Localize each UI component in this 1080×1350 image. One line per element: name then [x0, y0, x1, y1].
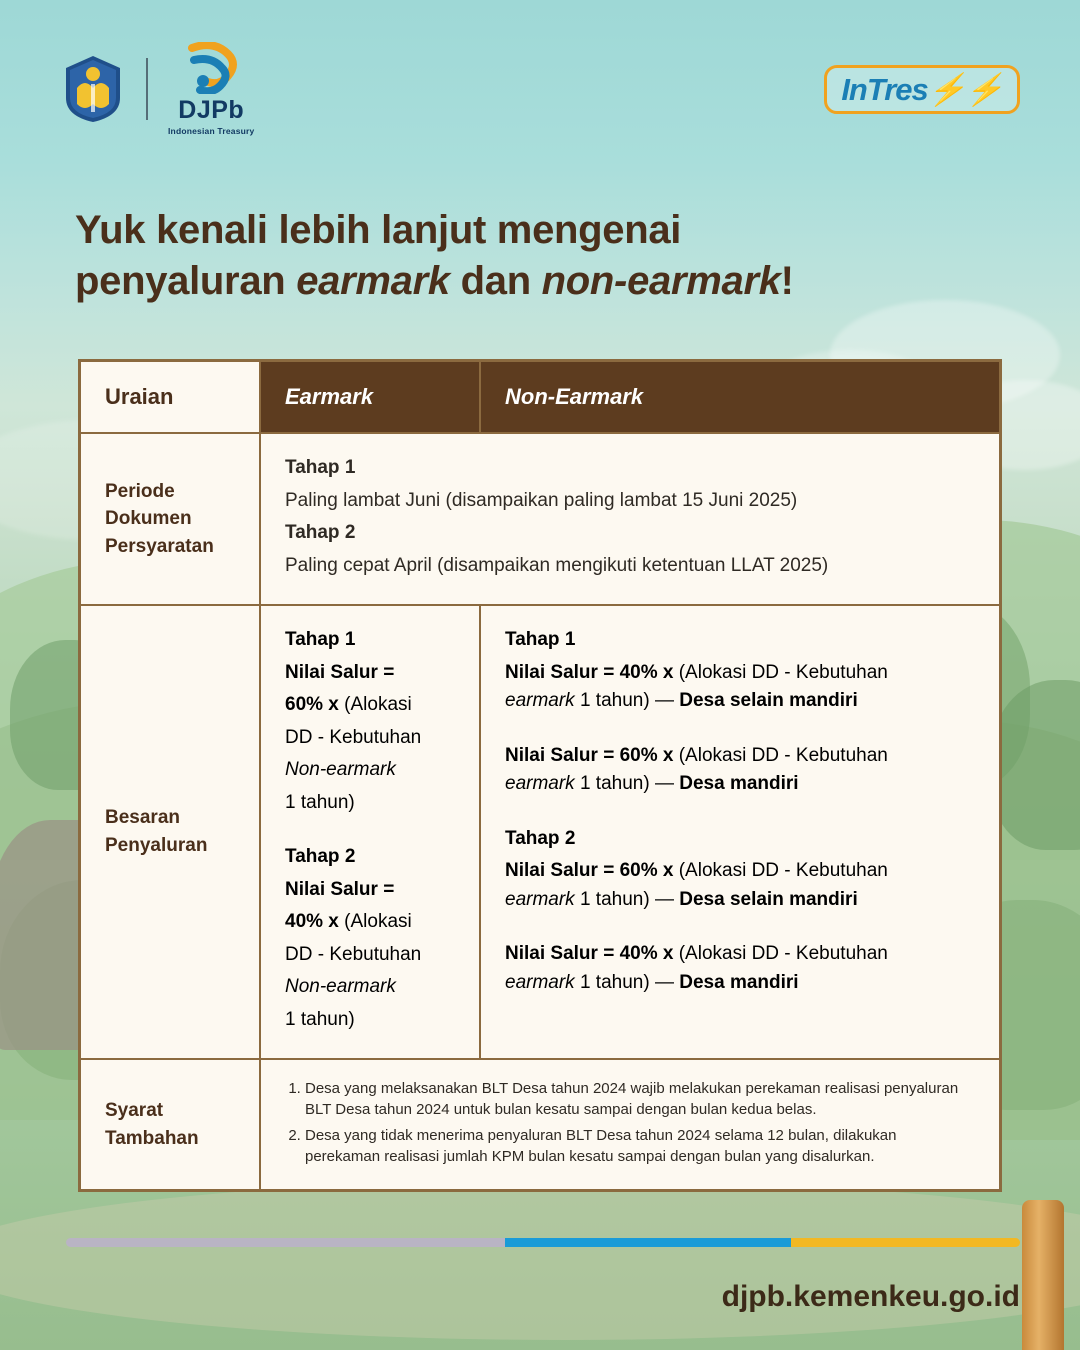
path-shape	[0, 1180, 1080, 1340]
row-label-besaran: Besaran Penyaluran	[81, 606, 261, 1058]
nonearmark-item: Nilai Salur = 60% x (Alokasi DD - Kebutuhan earmark 1 tahun) — Desa selain mandiri	[505, 860, 888, 910]
wooden-post	[1022, 1200, 1064, 1350]
website-url: djpb.kemenkeu.go.id	[721, 1280, 1020, 1313]
progress-segment-3	[791, 1238, 1020, 1247]
row-label-syarat: Syarat Tambahan	[81, 1060, 261, 1189]
periode-tahap1-text: Paling lambat Juni (disampaikan paling lambat 15 Juni 2025)	[285, 489, 798, 511]
row-label-periode: Periode Dokumen Persyaratan	[81, 434, 261, 604]
logo-divider	[146, 58, 148, 120]
page-title-line1: Yuk kenali lebih lanjut mengenai	[75, 208, 682, 252]
row-content-besaran-non-earmark	[481, 606, 999, 1058]
row-content-periode	[261, 434, 999, 604]
syarat-list	[305, 1078, 971, 1171]
nonearmark-item: Nilai Salur = 40% x (Alokasi DD - Kebutuhan earmark 1 tahun) — Desa mandiri	[505, 943, 888, 993]
tut-wuri-handayani-icon	[60, 54, 126, 124]
list-item: 2. Desa yang tidak menerima penyaluran BLT Desa tahun 2024 selama 12 bulan, dilakukan perekaman realisasi jumlah KPM bulan kesatu sampai dengan bulan yang disalurkan.	[305, 1125, 971, 1168]
nonearmark-tahap1-label: Tahap 1	[505, 629, 576, 650]
progress-bar	[66, 1238, 1020, 1247]
row-content-syarat	[261, 1060, 999, 1189]
djpb-mark-icon	[182, 42, 240, 94]
djpb-label: DJPb	[178, 96, 245, 124]
earmark-t2-italic: Non-earmark	[285, 976, 396, 997]
progress-segment-2	[505, 1238, 791, 1247]
spacer	[505, 720, 975, 742]
earmark-t1-nilai: Nilai Salur =	[285, 661, 395, 683]
intres-logo	[824, 65, 1020, 114]
earmark-t2-pct: 40% x	[285, 911, 339, 932]
intres-label: InTres⚡⚡	[841, 71, 1003, 107]
page-title-line2: penyaluran earmark dan non-earmark!	[75, 259, 794, 304]
spacer	[505, 803, 975, 825]
spacer	[285, 821, 455, 843]
earmark-tahap2-label: Tahap 2	[285, 846, 356, 867]
earmark-t2-rest: (Alokasi	[338, 911, 412, 932]
row-content-besaran-earmark	[261, 606, 481, 1058]
djpb-logo	[168, 42, 254, 136]
page-title	[75, 205, 1020, 307]
comparison-table	[78, 359, 1002, 1192]
progress-segment-1	[66, 1238, 505, 1247]
earmark-t1-line3: 1 tahun)	[285, 791, 355, 813]
earmark-t1-rest: (Alokasi	[338, 694, 412, 715]
table-header-uraian: Uraian	[81, 362, 261, 432]
periode-tahap2-label: Tahap 2	[285, 522, 356, 543]
periode-tahap2-text: Paling cepat April (disampaikan mengikuti ketentuan LLAT 2025)	[285, 554, 829, 576]
table-header-earmark: Earmark	[261, 362, 481, 432]
nonearmark-item: Nilai Salur = 60% x (Alokasi DD - Kebutuhan earmark 1 tahun) — Desa mandiri	[505, 744, 888, 794]
earmark-t1-pct: 60% x	[285, 694, 339, 715]
table-row	[81, 432, 999, 604]
table-row	[81, 604, 999, 1058]
nonearmark-item: Nilai Salur = 40% x (Alokasi DD - Kebutuhan earmark 1 tahun) — Desa selain mandiri	[505, 661, 888, 711]
logo-group-left	[60, 42, 254, 136]
header	[0, 34, 1080, 144]
lightning-icon: ⚡⚡	[927, 71, 1003, 107]
earmark-t1-line2: DD - Kebutuhan	[285, 726, 422, 748]
list-item: 1. Desa yang melaksanakan BLT Desa tahun 2024 wajib melakukan perekaman realisasi penyaluran BLT Desa tahun 2024 untuk bulan kesatu sampai dengan bulan kedua belas.	[305, 1078, 971, 1121]
table-header-non-earmark: Non-Earmark	[505, 384, 644, 409]
earmark-t2-line2: DD - Kebutuhan	[285, 943, 422, 965]
nonearmark-tahap2-label: Tahap 2	[505, 827, 576, 849]
earmark-tahap1-label: Tahap 1	[285, 629, 356, 650]
table-header-row	[81, 362, 999, 432]
earmark-t2-line3: 1 tahun)	[285, 1008, 355, 1030]
spacer	[505, 918, 975, 940]
djpb-sublabel: Indonesian Treasury	[168, 126, 255, 136]
table-row	[81, 1058, 999, 1189]
earmark-t2-nilai: Nilai Salur =	[285, 878, 395, 900]
periode-tahap1-label: Tahap 1	[285, 457, 356, 478]
earmark-t1-italic: Non-earmark	[285, 759, 396, 780]
